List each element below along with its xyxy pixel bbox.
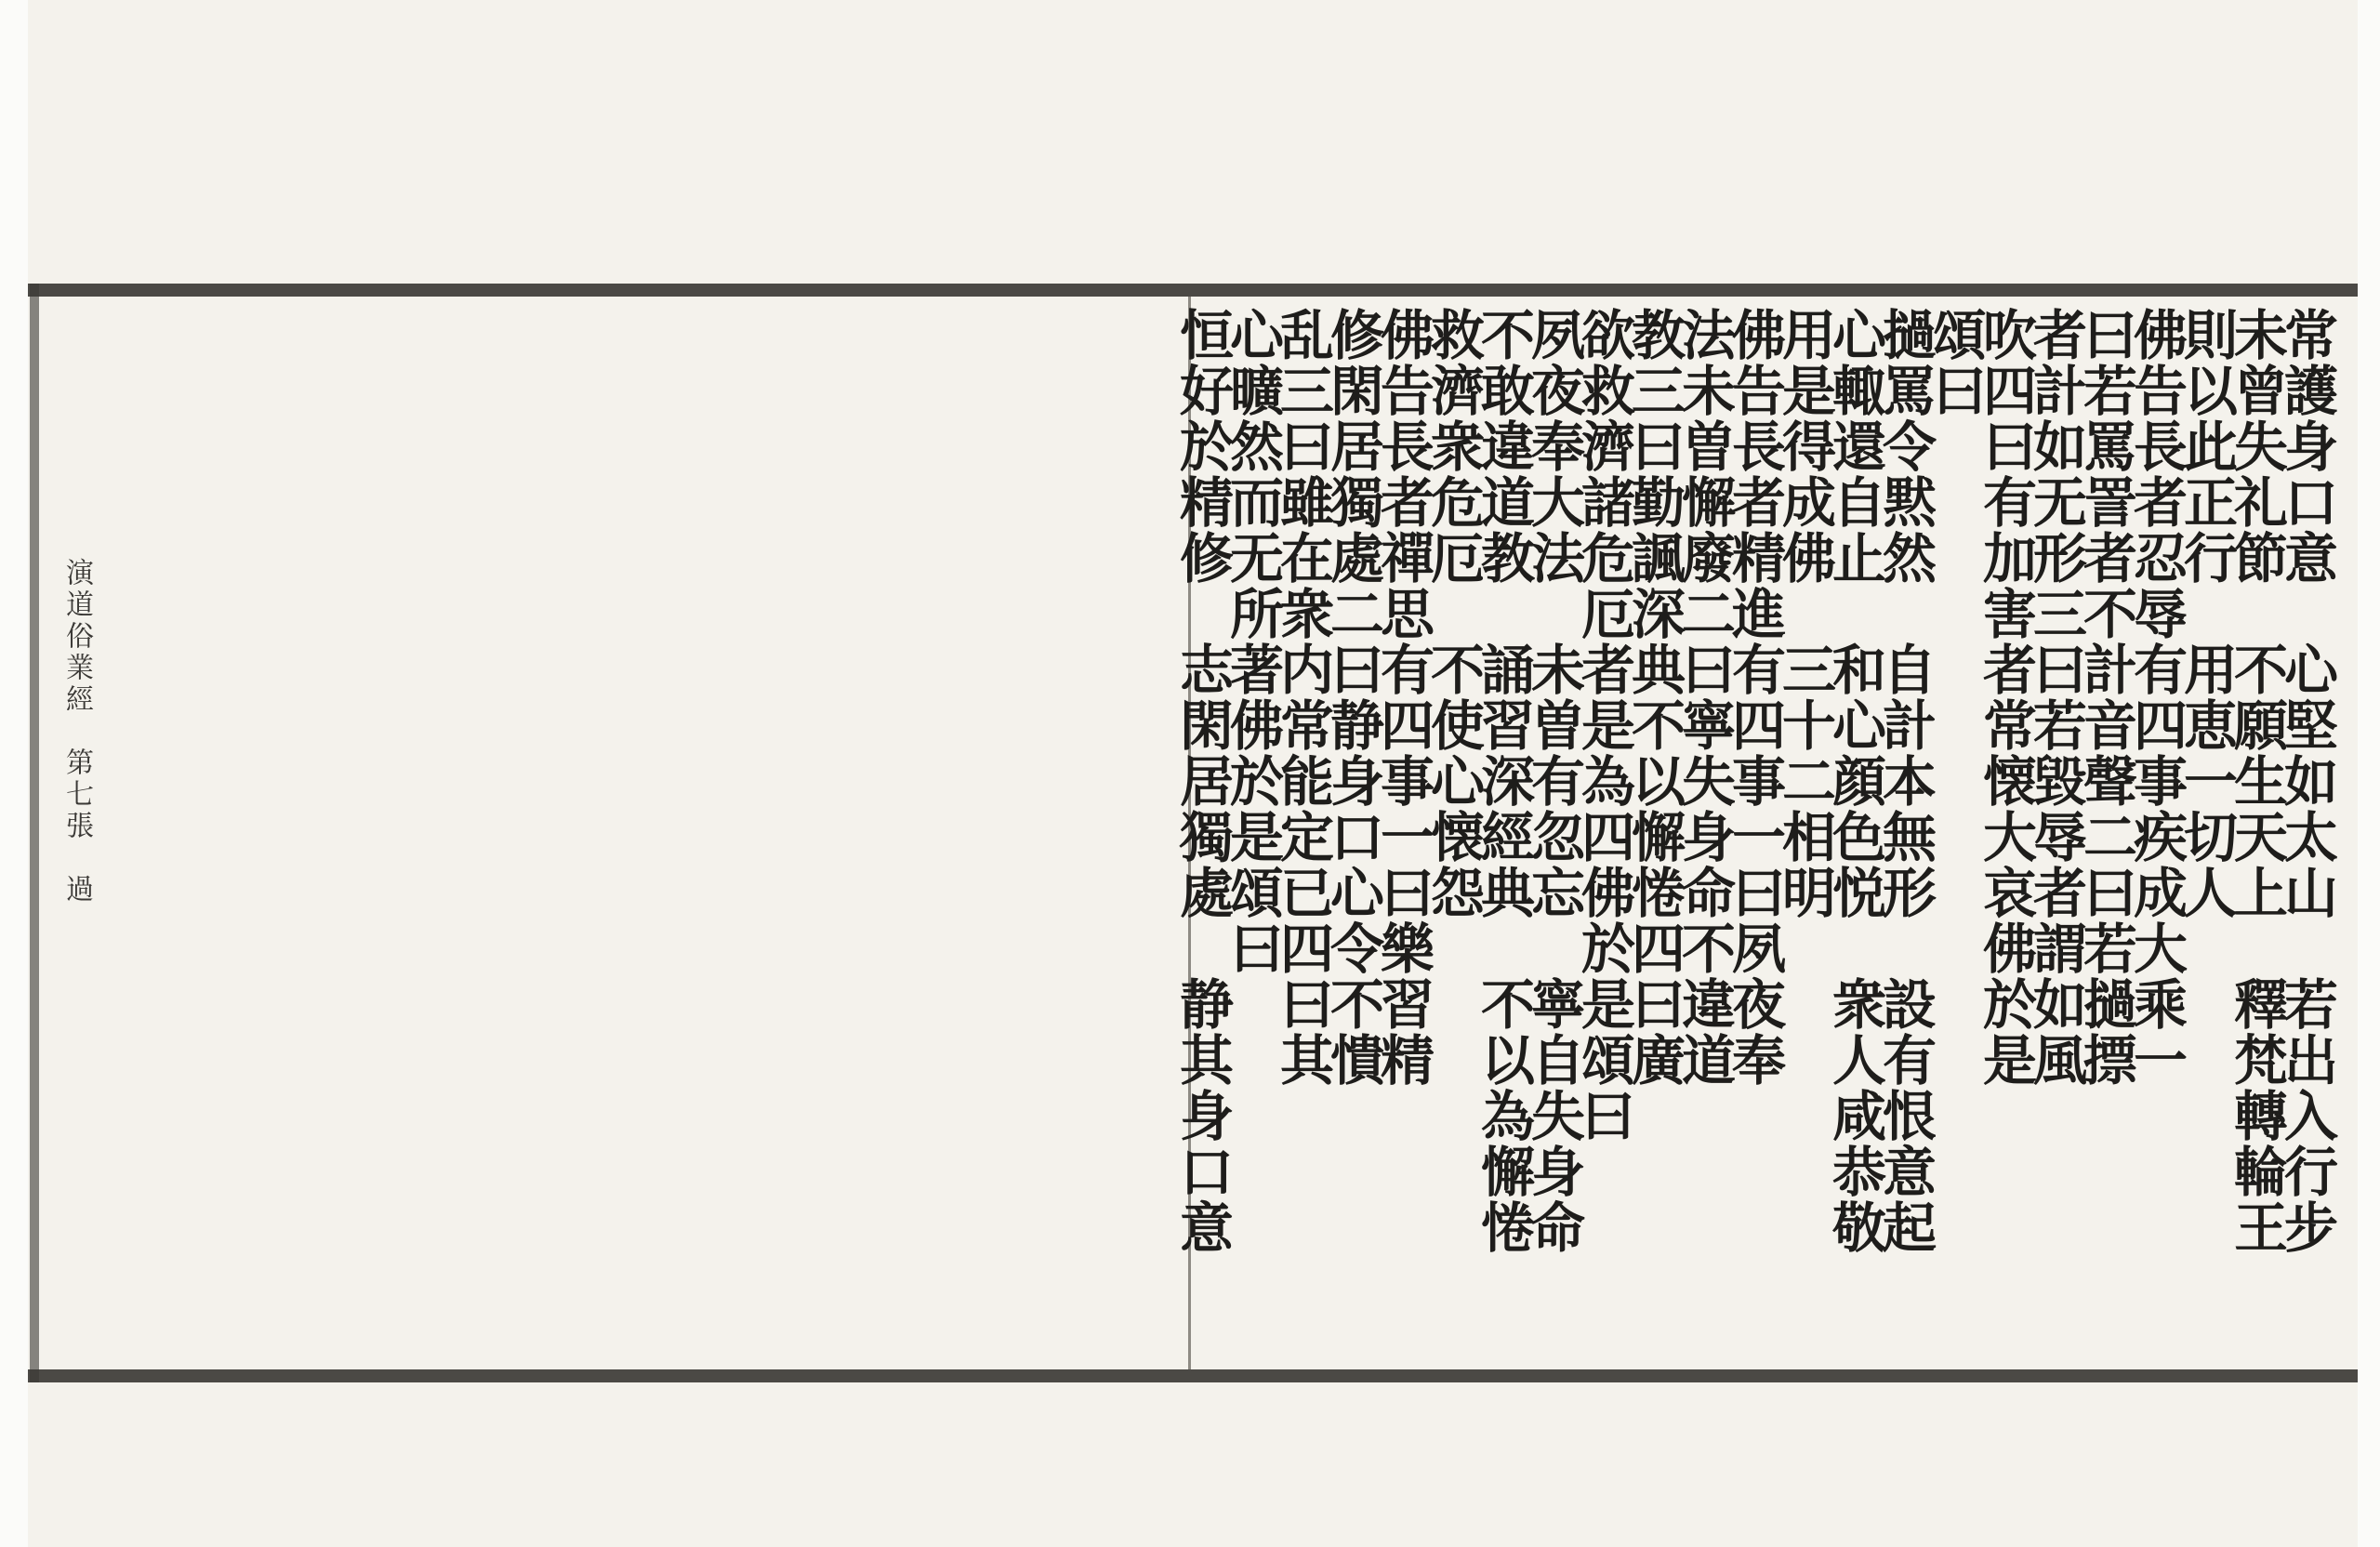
text-column: 則以此正行 用恵一切人 <box>2175 307 2238 920</box>
frame-border-left <box>30 284 39 1382</box>
text-column: 不敢違道教 誦習深經典 不以為懈惓 <box>1472 307 1535 1255</box>
text-column: 撾罵令黙然 自計本無形 設有恨意起 <box>1873 307 1937 1255</box>
text-column: 心曠然而无所著佛於是頌曰 <box>1221 307 1284 976</box>
text-column: 恒好於精修 志閑居獨處 静其身口意 <box>1170 307 1234 1255</box>
text-column: 用是得成佛 三十二相明 <box>1773 307 1836 920</box>
frame-border-top <box>28 284 2358 297</box>
text-column: 佛告長者禪思有四事一曰樂習精 <box>1371 307 1435 1088</box>
text-column: 佛告長者忍辱有四事疾成大乘一 <box>2124 307 2188 1088</box>
text-column: 乱三曰雖在衆内常能定已四曰其 <box>1271 307 1334 1088</box>
text-column: 心輙還自止 和心顔色悦 衆人咸恭敬 <box>1823 307 1886 1255</box>
text-column: 救濟衆危厄 不使心懐怨 <box>1421 307 1485 920</box>
paper-margin-right <box>2358 0 2380 1547</box>
text-column: 夙夜奉大法 未曽有忽忘 寧自失身命 <box>1522 307 1585 1255</box>
text-column: 法未曽懈廢二曰寧失身命不違道 <box>1673 307 1736 1088</box>
text-column: 欲救濟諸危厄者是為四佛於是頌曰 <box>1572 307 1635 1144</box>
text-column: 曰若罵詈者不計音聲二曰若撾摽 <box>2074 307 2137 1088</box>
margin-title-note: 演道俗業經 第七張 過 <box>60 558 93 906</box>
text-column: 未曾失礼節 不願生天上 釋梵轉輪王 <box>2225 307 2288 1255</box>
text-body <box>121 307 2338 1362</box>
text-column: 佛告長者精進有四事一曰夙夜奉 <box>1723 307 1786 1088</box>
frame-border-bottom <box>28 1369 2358 1382</box>
text-column: 者計如无形三曰若毀辱者謂如風 <box>2024 307 2087 1088</box>
text-column: 常護身口意 心堅如太山 若出入行步 <box>2275 307 2338 1255</box>
text-column: 修閑居獨處二曰静身口心令不憒 <box>1321 307 1384 1088</box>
text-column: 教三曰勤諷深典不以懈惓四曰廣 <box>1622 307 1686 1088</box>
text-column: 吹四曰有加害者常懐大哀佛於是 <box>1974 307 2037 1088</box>
paper-margin-left <box>0 0 28 1547</box>
text-column: 頌曰 <box>1924 307 1987 418</box>
